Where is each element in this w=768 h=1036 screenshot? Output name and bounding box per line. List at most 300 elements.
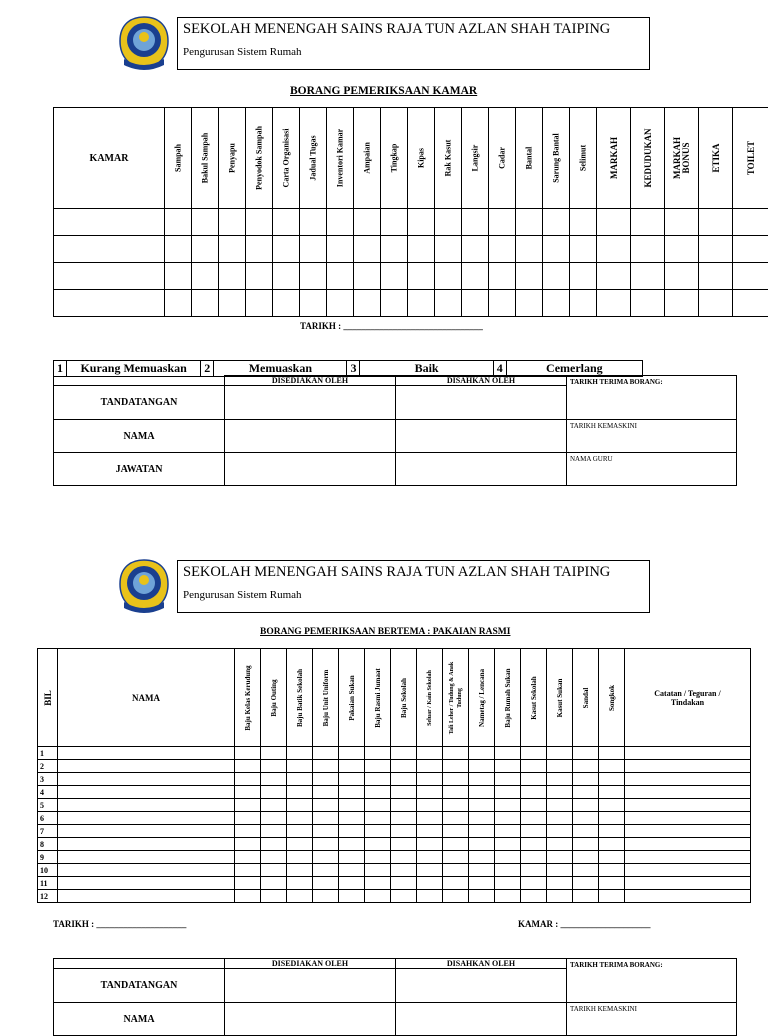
check-cell[interactable] bbox=[599, 747, 625, 760]
check-cell[interactable] bbox=[391, 747, 417, 760]
check-cell[interactable] bbox=[287, 773, 313, 786]
check-cell[interactable] bbox=[599, 851, 625, 864]
kamar-cell[interactable] bbox=[54, 290, 165, 317]
check-cell[interactable] bbox=[235, 864, 261, 877]
check-cell[interactable] bbox=[469, 760, 495, 773]
notes-cell[interactable] bbox=[625, 812, 751, 825]
check-cell[interactable] bbox=[443, 773, 469, 786]
score-cell[interactable] bbox=[570, 290, 597, 317]
score-cell[interactable] bbox=[165, 209, 192, 236]
check-cell[interactable] bbox=[339, 877, 365, 890]
check-cell[interactable] bbox=[313, 825, 339, 838]
check-cell[interactable] bbox=[547, 747, 573, 760]
score-cell[interactable] bbox=[489, 209, 516, 236]
check-cell[interactable] bbox=[235, 760, 261, 773]
check-cell[interactable] bbox=[599, 890, 625, 903]
check-cell[interactable] bbox=[495, 799, 521, 812]
check-cell[interactable] bbox=[417, 812, 443, 825]
check-cell[interactable] bbox=[469, 786, 495, 799]
check-cell[interactable] bbox=[235, 890, 261, 903]
check-cell[interactable] bbox=[521, 851, 547, 864]
check-cell[interactable] bbox=[469, 799, 495, 812]
score-cell[interactable] bbox=[219, 263, 246, 290]
score-cell[interactable] bbox=[192, 209, 219, 236]
name-cell[interactable] bbox=[58, 838, 235, 851]
check-cell[interactable] bbox=[417, 825, 443, 838]
position-field[interactable] bbox=[225, 453, 396, 486]
check-cell[interactable] bbox=[391, 864, 417, 877]
check-cell[interactable] bbox=[521, 812, 547, 825]
check-cell[interactable] bbox=[365, 747, 391, 760]
check-cell[interactable] bbox=[339, 851, 365, 864]
name-cell[interactable] bbox=[58, 773, 235, 786]
check-cell[interactable] bbox=[261, 838, 287, 851]
check-cell[interactable] bbox=[573, 825, 599, 838]
check-cell[interactable] bbox=[235, 838, 261, 851]
check-cell[interactable] bbox=[261, 786, 287, 799]
check-cell[interactable] bbox=[547, 799, 573, 812]
check-cell[interactable] bbox=[287, 786, 313, 799]
check-cell[interactable] bbox=[521, 760, 547, 773]
score-cell[interactable] bbox=[489, 263, 516, 290]
check-cell[interactable] bbox=[521, 825, 547, 838]
check-cell[interactable] bbox=[365, 825, 391, 838]
position-field[interactable] bbox=[396, 453, 567, 486]
notes-cell[interactable] bbox=[625, 838, 751, 851]
check-cell[interactable] bbox=[287, 825, 313, 838]
check-cell[interactable] bbox=[495, 825, 521, 838]
kamar-cell[interactable] bbox=[54, 236, 165, 263]
score-cell[interactable] bbox=[165, 263, 192, 290]
check-cell[interactable] bbox=[469, 851, 495, 864]
score-cell[interactable] bbox=[300, 236, 327, 263]
check-cell[interactable] bbox=[313, 851, 339, 864]
name-cell[interactable] bbox=[58, 799, 235, 812]
check-cell[interactable] bbox=[417, 838, 443, 851]
score-cell[interactable] bbox=[192, 236, 219, 263]
score-cell[interactable] bbox=[327, 263, 354, 290]
check-cell[interactable] bbox=[391, 838, 417, 851]
score-cell[interactable] bbox=[408, 263, 435, 290]
check-cell[interactable] bbox=[521, 773, 547, 786]
check-cell[interactable] bbox=[573, 799, 599, 812]
score-cell[interactable] bbox=[699, 263, 733, 290]
check-cell[interactable] bbox=[443, 890, 469, 903]
score-cell[interactable] bbox=[408, 236, 435, 263]
check-cell[interactable] bbox=[443, 864, 469, 877]
check-cell[interactable] bbox=[339, 799, 365, 812]
check-cell[interactable] bbox=[547, 773, 573, 786]
check-cell[interactable] bbox=[313, 877, 339, 890]
check-cell[interactable] bbox=[547, 864, 573, 877]
score-cell[interactable] bbox=[354, 263, 381, 290]
score-cell[interactable] bbox=[381, 263, 408, 290]
score-cell[interactable] bbox=[597, 236, 631, 263]
score-cell[interactable] bbox=[543, 236, 570, 263]
score-cell[interactable] bbox=[408, 290, 435, 317]
score-cell[interactable] bbox=[597, 263, 631, 290]
score-cell[interactable] bbox=[246, 290, 273, 317]
score-cell[interactable] bbox=[665, 290, 699, 317]
check-cell[interactable] bbox=[573, 864, 599, 877]
name-cell[interactable] bbox=[58, 864, 235, 877]
check-cell[interactable] bbox=[417, 877, 443, 890]
score-cell[interactable] bbox=[435, 209, 462, 236]
check-cell[interactable] bbox=[313, 890, 339, 903]
name-cell[interactable] bbox=[58, 877, 235, 890]
score-cell[interactable] bbox=[631, 209, 665, 236]
check-cell[interactable] bbox=[235, 825, 261, 838]
notes-cell[interactable] bbox=[625, 825, 751, 838]
check-cell[interactable] bbox=[443, 812, 469, 825]
check-cell[interactable] bbox=[313, 773, 339, 786]
check-cell[interactable] bbox=[469, 864, 495, 877]
score-cell[interactable] bbox=[462, 236, 489, 263]
score-cell[interactable] bbox=[381, 209, 408, 236]
check-cell[interactable] bbox=[547, 760, 573, 773]
check-cell[interactable] bbox=[573, 851, 599, 864]
score-cell[interactable] bbox=[327, 236, 354, 263]
check-cell[interactable] bbox=[573, 890, 599, 903]
check-cell[interactable] bbox=[469, 890, 495, 903]
check-cell[interactable] bbox=[443, 747, 469, 760]
notes-cell[interactable] bbox=[625, 851, 751, 864]
score-cell[interactable] bbox=[489, 236, 516, 263]
notes-cell[interactable] bbox=[625, 747, 751, 760]
check-cell[interactable] bbox=[599, 812, 625, 825]
score-cell[interactable] bbox=[219, 209, 246, 236]
check-cell[interactable] bbox=[547, 877, 573, 890]
score-cell[interactable] bbox=[354, 290, 381, 317]
check-cell[interactable] bbox=[287, 864, 313, 877]
check-cell[interactable] bbox=[495, 773, 521, 786]
score-cell[interactable] bbox=[246, 209, 273, 236]
check-cell[interactable] bbox=[365, 864, 391, 877]
check-cell[interactable] bbox=[469, 773, 495, 786]
signature-field[interactable] bbox=[396, 969, 567, 1003]
check-cell[interactable] bbox=[261, 747, 287, 760]
check-cell[interactable] bbox=[469, 838, 495, 851]
score-cell[interactable] bbox=[543, 290, 570, 317]
score-cell[interactable] bbox=[516, 209, 543, 236]
score-cell[interactable] bbox=[354, 209, 381, 236]
check-cell[interactable] bbox=[339, 838, 365, 851]
check-cell[interactable] bbox=[573, 877, 599, 890]
check-cell[interactable] bbox=[443, 786, 469, 799]
check-cell[interactable] bbox=[573, 773, 599, 786]
check-cell[interactable] bbox=[365, 851, 391, 864]
check-cell[interactable] bbox=[417, 747, 443, 760]
check-cell[interactable] bbox=[521, 747, 547, 760]
score-cell[interactable] bbox=[435, 263, 462, 290]
check-cell[interactable] bbox=[495, 851, 521, 864]
check-cell[interactable] bbox=[235, 799, 261, 812]
check-cell[interactable] bbox=[235, 812, 261, 825]
kamar-cell[interactable] bbox=[54, 263, 165, 290]
score-cell[interactable] bbox=[665, 209, 699, 236]
check-cell[interactable] bbox=[573, 747, 599, 760]
score-cell[interactable] bbox=[631, 263, 665, 290]
score-cell[interactable] bbox=[300, 290, 327, 317]
check-cell[interactable] bbox=[547, 851, 573, 864]
check-cell[interactable] bbox=[521, 838, 547, 851]
score-cell[interactable] bbox=[543, 209, 570, 236]
check-cell[interactable] bbox=[235, 851, 261, 864]
name-cell[interactable] bbox=[58, 760, 235, 773]
check-cell[interactable] bbox=[417, 851, 443, 864]
check-cell[interactable] bbox=[469, 825, 495, 838]
check-cell[interactable] bbox=[313, 799, 339, 812]
check-cell[interactable] bbox=[339, 747, 365, 760]
check-cell[interactable] bbox=[495, 877, 521, 890]
score-cell[interactable] bbox=[733, 263, 768, 290]
notes-cell[interactable] bbox=[625, 864, 751, 877]
check-cell[interactable] bbox=[443, 851, 469, 864]
score-cell[interactable] bbox=[462, 209, 489, 236]
score-cell[interactable] bbox=[408, 209, 435, 236]
score-cell[interactable] bbox=[219, 290, 246, 317]
score-cell[interactable] bbox=[273, 209, 300, 236]
notes-cell[interactable] bbox=[625, 890, 751, 903]
score-cell[interactable] bbox=[733, 290, 768, 317]
check-cell[interactable] bbox=[261, 773, 287, 786]
check-cell[interactable] bbox=[391, 799, 417, 812]
check-cell[interactable] bbox=[365, 773, 391, 786]
score-cell[interactable] bbox=[192, 263, 219, 290]
check-cell[interactable] bbox=[391, 851, 417, 864]
check-cell[interactable] bbox=[417, 890, 443, 903]
score-cell[interactable] bbox=[435, 290, 462, 317]
check-cell[interactable] bbox=[261, 864, 287, 877]
name-field[interactable] bbox=[396, 1003, 567, 1036]
score-cell[interactable] bbox=[165, 236, 192, 263]
score-cell[interactable] bbox=[219, 236, 246, 263]
check-cell[interactable] bbox=[261, 799, 287, 812]
score-cell[interactable] bbox=[699, 209, 733, 236]
name-cell[interactable] bbox=[58, 890, 235, 903]
check-cell[interactable] bbox=[313, 786, 339, 799]
signature-field[interactable] bbox=[225, 969, 396, 1003]
check-cell[interactable] bbox=[599, 786, 625, 799]
score-cell[interactable] bbox=[327, 209, 354, 236]
score-cell[interactable] bbox=[273, 263, 300, 290]
score-cell[interactable] bbox=[516, 236, 543, 263]
check-cell[interactable] bbox=[365, 838, 391, 851]
check-cell[interactable] bbox=[391, 825, 417, 838]
check-cell[interactable] bbox=[495, 760, 521, 773]
check-cell[interactable] bbox=[547, 890, 573, 903]
check-cell[interactable] bbox=[313, 747, 339, 760]
score-cell[interactable] bbox=[246, 263, 273, 290]
check-cell[interactable] bbox=[261, 825, 287, 838]
check-cell[interactable] bbox=[339, 825, 365, 838]
check-cell[interactable] bbox=[287, 812, 313, 825]
check-cell[interactable] bbox=[547, 838, 573, 851]
check-cell[interactable] bbox=[235, 773, 261, 786]
score-cell[interactable] bbox=[462, 263, 489, 290]
check-cell[interactable] bbox=[469, 812, 495, 825]
check-cell[interactable] bbox=[599, 864, 625, 877]
check-cell[interactable] bbox=[339, 864, 365, 877]
check-cell[interactable] bbox=[261, 877, 287, 890]
check-cell[interactable] bbox=[391, 786, 417, 799]
check-cell[interactable] bbox=[261, 760, 287, 773]
score-cell[interactable] bbox=[300, 209, 327, 236]
check-cell[interactable] bbox=[495, 890, 521, 903]
score-cell[interactable] bbox=[665, 263, 699, 290]
score-cell[interactable] bbox=[570, 263, 597, 290]
score-cell[interactable] bbox=[273, 236, 300, 263]
check-cell[interactable] bbox=[313, 812, 339, 825]
score-cell[interactable] bbox=[381, 236, 408, 263]
score-cell[interactable] bbox=[733, 209, 768, 236]
name-cell[interactable] bbox=[58, 825, 235, 838]
score-cell[interactable] bbox=[192, 290, 219, 317]
check-cell[interactable] bbox=[365, 812, 391, 825]
name-field[interactable] bbox=[396, 420, 567, 453]
check-cell[interactable] bbox=[313, 838, 339, 851]
check-cell[interactable] bbox=[417, 786, 443, 799]
check-cell[interactable] bbox=[573, 812, 599, 825]
notes-cell[interactable] bbox=[625, 799, 751, 812]
score-cell[interactable] bbox=[543, 263, 570, 290]
check-cell[interactable] bbox=[521, 786, 547, 799]
check-cell[interactable] bbox=[443, 825, 469, 838]
check-cell[interactable] bbox=[339, 890, 365, 903]
check-cell[interactable] bbox=[339, 760, 365, 773]
check-cell[interactable] bbox=[417, 864, 443, 877]
check-cell[interactable] bbox=[235, 877, 261, 890]
check-cell[interactable] bbox=[417, 760, 443, 773]
check-cell[interactable] bbox=[365, 890, 391, 903]
check-cell[interactable] bbox=[261, 890, 287, 903]
check-cell[interactable] bbox=[339, 812, 365, 825]
score-cell[interactable] bbox=[489, 290, 516, 317]
score-cell[interactable] bbox=[273, 290, 300, 317]
score-cell[interactable] bbox=[300, 263, 327, 290]
check-cell[interactable] bbox=[339, 773, 365, 786]
name-field[interactable] bbox=[225, 1003, 396, 1036]
score-cell[interactable] bbox=[462, 290, 489, 317]
check-cell[interactable] bbox=[599, 877, 625, 890]
notes-cell[interactable] bbox=[625, 877, 751, 890]
check-cell[interactable] bbox=[261, 812, 287, 825]
score-cell[interactable] bbox=[733, 236, 768, 263]
score-cell[interactable] bbox=[381, 290, 408, 317]
check-cell[interactable] bbox=[573, 760, 599, 773]
check-cell[interactable] bbox=[547, 825, 573, 838]
name-cell[interactable] bbox=[58, 747, 235, 760]
check-cell[interactable] bbox=[287, 747, 313, 760]
check-cell[interactable] bbox=[339, 786, 365, 799]
name-field[interactable] bbox=[225, 420, 396, 453]
score-cell[interactable] bbox=[597, 290, 631, 317]
check-cell[interactable] bbox=[521, 890, 547, 903]
check-cell[interactable] bbox=[495, 864, 521, 877]
check-cell[interactable] bbox=[521, 864, 547, 877]
check-cell[interactable] bbox=[391, 877, 417, 890]
check-cell[interactable] bbox=[313, 760, 339, 773]
check-cell[interactable] bbox=[235, 786, 261, 799]
check-cell[interactable] bbox=[261, 851, 287, 864]
check-cell[interactable] bbox=[443, 877, 469, 890]
check-cell[interactable] bbox=[599, 760, 625, 773]
notes-cell[interactable] bbox=[625, 760, 751, 773]
check-cell[interactable] bbox=[417, 773, 443, 786]
check-cell[interactable] bbox=[469, 877, 495, 890]
score-cell[interactable] bbox=[570, 236, 597, 263]
score-cell[interactable] bbox=[246, 236, 273, 263]
check-cell[interactable] bbox=[495, 747, 521, 760]
check-cell[interactable] bbox=[495, 786, 521, 799]
check-cell[interactable] bbox=[287, 799, 313, 812]
score-cell[interactable] bbox=[165, 290, 192, 317]
check-cell[interactable] bbox=[287, 877, 313, 890]
name-cell[interactable] bbox=[58, 851, 235, 864]
check-cell[interactable] bbox=[365, 877, 391, 890]
name-cell[interactable] bbox=[58, 812, 235, 825]
check-cell[interactable] bbox=[365, 799, 391, 812]
check-cell[interactable] bbox=[547, 786, 573, 799]
check-cell[interactable] bbox=[365, 786, 391, 799]
check-cell[interactable] bbox=[417, 799, 443, 812]
name-cell[interactable] bbox=[58, 786, 235, 799]
score-cell[interactable] bbox=[665, 236, 699, 263]
check-cell[interactable] bbox=[521, 877, 547, 890]
check-cell[interactable] bbox=[365, 760, 391, 773]
check-cell[interactable] bbox=[287, 760, 313, 773]
score-cell[interactable] bbox=[699, 236, 733, 263]
check-cell[interactable] bbox=[599, 825, 625, 838]
check-cell[interactable] bbox=[391, 812, 417, 825]
check-cell[interactable] bbox=[391, 760, 417, 773]
check-cell[interactable] bbox=[573, 838, 599, 851]
score-cell[interactable] bbox=[435, 236, 462, 263]
check-cell[interactable] bbox=[443, 838, 469, 851]
check-cell[interactable] bbox=[547, 812, 573, 825]
notes-cell[interactable] bbox=[625, 773, 751, 786]
score-cell[interactable] bbox=[327, 290, 354, 317]
kamar-cell[interactable] bbox=[54, 209, 165, 236]
notes-cell[interactable] bbox=[625, 786, 751, 799]
check-cell[interactable] bbox=[391, 773, 417, 786]
score-cell[interactable] bbox=[570, 209, 597, 236]
check-cell[interactable] bbox=[443, 760, 469, 773]
check-cell[interactable] bbox=[469, 747, 495, 760]
check-cell[interactable] bbox=[599, 838, 625, 851]
check-cell[interactable] bbox=[495, 838, 521, 851]
score-cell[interactable] bbox=[631, 290, 665, 317]
check-cell[interactable] bbox=[495, 812, 521, 825]
check-cell[interactable] bbox=[287, 890, 313, 903]
score-cell[interactable] bbox=[699, 290, 733, 317]
check-cell[interactable] bbox=[573, 786, 599, 799]
score-cell[interactable] bbox=[516, 263, 543, 290]
check-cell[interactable] bbox=[235, 747, 261, 760]
signature-field[interactable] bbox=[225, 386, 396, 420]
check-cell[interactable] bbox=[313, 864, 339, 877]
score-cell[interactable] bbox=[516, 290, 543, 317]
check-cell[interactable] bbox=[287, 838, 313, 851]
signature-field[interactable] bbox=[396, 386, 567, 420]
check-cell[interactable] bbox=[599, 799, 625, 812]
score-cell[interactable] bbox=[597, 209, 631, 236]
check-cell[interactable] bbox=[287, 851, 313, 864]
score-cell[interactable] bbox=[631, 236, 665, 263]
check-cell[interactable] bbox=[521, 799, 547, 812]
check-cell[interactable] bbox=[443, 799, 469, 812]
score-cell[interactable] bbox=[354, 236, 381, 263]
